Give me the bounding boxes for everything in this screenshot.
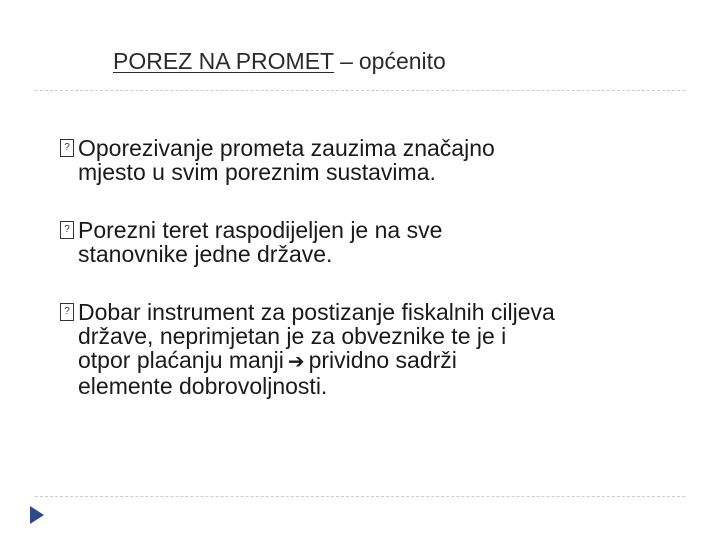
title-subtitle: općenito bbox=[358, 48, 446, 74]
bullet-line: stanovnike jedne države. bbox=[78, 241, 333, 267]
top-divider bbox=[35, 90, 685, 91]
bullet-item bbox=[60, 136, 700, 184]
title-dash: – bbox=[340, 48, 353, 74]
bullet-text: prividno sadrži bbox=[308, 347, 457, 373]
next-slide-arrow-icon[interactable] bbox=[30, 506, 44, 524]
bullet-line: Oporezivanje prometa zauzima značajno bbox=[78, 135, 495, 161]
bullet-marker-icon: ? bbox=[60, 303, 74, 321]
bullet-line: Porezni teret raspodijeljen je na sve bbox=[78, 217, 443, 243]
bullet-marker-icon: ? bbox=[60, 139, 74, 157]
bullet-text: otpor plaćanju manji bbox=[78, 347, 284, 373]
bullet-line: Dobar instrument za postizanje fiskalnih ciljeva bbox=[78, 299, 555, 325]
bullet-item bbox=[60, 300, 700, 398]
bullet-line: države, neprimjetan je za obveznike te je i bbox=[78, 323, 507, 349]
bullet-line: elemente dobrovoljnosti. bbox=[78, 373, 328, 399]
slide-title bbox=[113, 46, 446, 76]
right-arrow-icon: ➔ bbox=[287, 351, 305, 373]
bullet-line bbox=[78, 348, 700, 374]
bullet-line: mjesto u svim poreznim sustavima. bbox=[78, 159, 436, 185]
bullet-list bbox=[60, 136, 700, 432]
bottom-divider bbox=[35, 496, 685, 497]
title-main: POREZ NA PROMET bbox=[113, 48, 335, 74]
bullet-marker-icon: ? bbox=[60, 221, 74, 239]
bullet-item bbox=[60, 218, 700, 266]
